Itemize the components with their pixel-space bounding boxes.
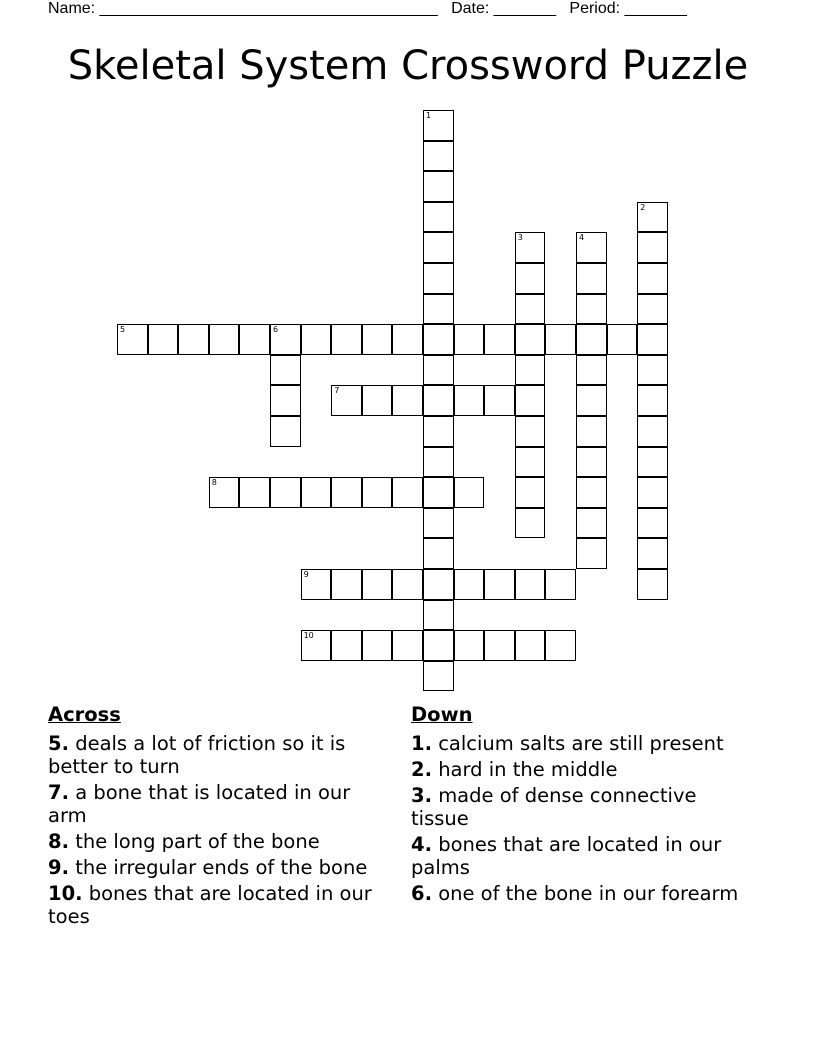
grid-cell[interactable]	[576, 538, 607, 569]
cell-number: 6	[273, 325, 279, 335]
grid-cell[interactable]	[545, 630, 576, 661]
across-clues	[48, 703, 383, 931]
clue-number: 2.	[411, 758, 432, 781]
grid-cell[interactable]	[362, 324, 393, 355]
grid-cell[interactable]	[270, 416, 301, 447]
grid-cell[interactable]	[423, 263, 454, 294]
grid-cell[interactable]	[637, 263, 668, 294]
grid-cell[interactable]	[515, 355, 546, 386]
grid-cell[interactable]	[454, 630, 485, 661]
grid-cell[interactable]	[301, 630, 332, 661]
grid-cell[interactable]	[301, 324, 332, 355]
grid-cell[interactable]	[117, 324, 148, 355]
grid-cell[interactable]	[454, 477, 485, 508]
page-title: Skeletal System Crossword Puzzle	[67, 43, 749, 89]
down-heading: Down	[411, 703, 473, 726]
grid-cell[interactable]	[637, 355, 668, 386]
grid-cell[interactable]	[637, 232, 668, 263]
grid-cell[interactable]	[576, 508, 607, 539]
grid-cell[interactable]	[239, 477, 270, 508]
grid-cell[interactable]	[423, 232, 454, 263]
across-clue-8	[48, 830, 383, 853]
grid-cell[interactable]	[178, 324, 209, 355]
cell-number: 1	[426, 111, 432, 120]
clue-number: 9.	[48, 856, 69, 879]
grid-cell[interactable]	[423, 385, 454, 416]
down-clue-4	[411, 833, 741, 879]
grid-cell[interactable]	[392, 569, 423, 600]
grid-cell[interactable]	[545, 324, 576, 355]
grid-cell[interactable]	[392, 385, 423, 416]
grid-cell[interactable]	[515, 508, 546, 539]
grid-cell[interactable]	[484, 569, 515, 600]
grid-cell[interactable]	[607, 324, 638, 355]
grid-cell[interactable]	[515, 385, 546, 416]
grid-cell[interactable]	[484, 324, 515, 355]
clue-number: 10.	[48, 882, 83, 905]
grid-cell[interactable]	[423, 355, 454, 386]
grid-cell[interactable]	[515, 447, 546, 478]
grid-cell[interactable]	[423, 569, 454, 600]
grid-cell[interactable]	[515, 263, 546, 294]
grid-cell[interactable]	[331, 630, 362, 661]
grid-cell[interactable]	[576, 294, 607, 325]
grid-cell[interactable]	[637, 508, 668, 539]
grid-cell[interactable]	[515, 630, 546, 661]
grid-cell[interactable]	[331, 569, 362, 600]
grid-cell[interactable]	[331, 324, 362, 355]
grid-cell[interactable]	[423, 630, 454, 661]
clue-number: 3.	[411, 784, 432, 807]
cell-number: 5	[120, 325, 126, 335]
grid-cell[interactable]	[576, 416, 607, 447]
grid-cell[interactable]	[362, 385, 393, 416]
cell-number: 8	[211, 478, 217, 488]
grid-cell[interactable]	[423, 447, 454, 478]
grid-cell[interactable]	[423, 661, 454, 692]
clue-number: 4.	[411, 833, 432, 856]
grid-cell[interactable]	[331, 385, 362, 416]
grid-cell[interactable]	[637, 447, 668, 478]
grid-cell[interactable]	[576, 477, 607, 508]
grid-cell[interactable]	[484, 630, 515, 661]
cell-number: 9	[303, 570, 309, 579]
clue-number: 1.	[411, 732, 432, 755]
clue-number: 7.	[48, 781, 69, 804]
name-blank[interactable]: ______________________________________	[99, 0, 438, 17]
date-label: Date:	[451, 0, 490, 17]
grid-cell[interactable]	[301, 569, 332, 600]
clue-text: calcium salts are still present	[438, 732, 724, 755]
grid-cell[interactable]	[515, 294, 546, 325]
grid-cell[interactable]	[637, 324, 668, 355]
grid-cell[interactable]	[270, 385, 301, 416]
grid-cell[interactable]	[576, 447, 607, 478]
across-clue-10	[48, 882, 383, 928]
grid-cell[interactable]	[209, 324, 240, 355]
grid-cell[interactable]	[270, 477, 301, 508]
grid-cell[interactable]	[148, 324, 179, 355]
grid-cell[interactable]	[423, 202, 454, 233]
grid-cell[interactable]	[576, 232, 607, 263]
across-clue-5	[48, 732, 383, 778]
grid-cell[interactable]	[423, 508, 454, 539]
down-clue-1	[411, 732, 741, 755]
grid-cell[interactable]	[423, 600, 454, 631]
grid-cell[interactable]	[331, 477, 362, 508]
grid-cell[interactable]	[392, 630, 423, 661]
grid-cell[interactable]	[362, 630, 393, 661]
period-blank[interactable]: _______	[624, 0, 687, 17]
clue-number: 5.	[48, 732, 69, 755]
grid-cell[interactable]	[637, 294, 668, 325]
cell-number: 2	[640, 202, 646, 212]
grid-cell[interactable]	[576, 355, 607, 386]
cell-number: 10	[303, 631, 314, 641]
clue-text: the long part of the bone	[75, 830, 320, 853]
grid-cell[interactable]	[545, 569, 576, 600]
grid-cell[interactable]	[362, 477, 393, 508]
grid-cell[interactable]	[515, 569, 546, 600]
grid-cell[interactable]	[423, 110, 454, 141]
down-clues	[411, 703, 741, 908]
grid-cell[interactable]	[270, 324, 301, 355]
grid-cell[interactable]	[454, 324, 485, 355]
across-clue-9	[48, 856, 383, 879]
grid-cell[interactable]	[637, 569, 668, 600]
grid-cell[interactable]	[637, 202, 668, 233]
grid-cell[interactable]	[423, 171, 454, 202]
cell-number: 7	[334, 386, 340, 396]
grid-cell[interactable]	[392, 324, 423, 355]
clue-number: 6.	[411, 882, 432, 905]
grid-cell[interactable]	[239, 324, 270, 355]
grid-cell[interactable]	[423, 416, 454, 447]
down-clue-2	[411, 758, 741, 781]
grid-cell[interactable]	[362, 569, 393, 600]
grid-cell[interactable]	[454, 569, 485, 600]
down-clue-3	[411, 784, 741, 830]
grid-cell[interactable]	[637, 385, 668, 416]
grid-cell[interactable]	[423, 538, 454, 569]
across-heading: Across	[48, 703, 121, 726]
grid-cell[interactable]	[515, 477, 546, 508]
grid-cell[interactable]	[484, 385, 515, 416]
grid-cell[interactable]	[576, 385, 607, 416]
grid-cell[interactable]	[576, 263, 607, 294]
period-label: Period:	[569, 0, 621, 17]
clue-text: bones that are located in our toes	[48, 882, 372, 928]
cell-number: 3	[517, 233, 523, 243]
clue-text: bones that are located in our palms	[411, 833, 722, 879]
clue-text: one of the bone in our forearm	[438, 882, 739, 905]
grid-cell[interactable]	[637, 416, 668, 447]
grid-cell[interactable]	[209, 477, 240, 508]
clue-number: 8.	[48, 830, 69, 853]
grid-cell[interactable]	[423, 477, 454, 508]
grid-cell[interactable]	[454, 385, 485, 416]
name-label: Name:	[48, 0, 96, 17]
grid-cell[interactable]	[637, 538, 668, 569]
clue-text: hard in the middle	[438, 758, 618, 781]
across-clue-7	[48, 781, 383, 827]
date-blank[interactable]: _______	[493, 0, 557, 17]
cell-number: 4	[579, 233, 585, 243]
grid-cell[interactable]	[301, 477, 332, 508]
clue-text: deals a lot of friction so it is better to turn	[48, 732, 346, 778]
down-clue-6	[411, 882, 741, 905]
grid-cell[interactable]	[423, 294, 454, 325]
grid-cell[interactable]	[637, 477, 668, 508]
grid-cell[interactable]	[515, 324, 546, 355]
clue-text: made of dense connective tissue	[411, 784, 697, 830]
grid-cell[interactable]	[515, 416, 546, 447]
grid-cell[interactable]	[423, 324, 454, 355]
grid-cell[interactable]	[423, 141, 454, 172]
grid-cell[interactable]	[392, 477, 423, 508]
grid-cell[interactable]	[515, 232, 546, 263]
clue-text: the irregular ends of the bone	[75, 856, 368, 879]
grid-cell[interactable]	[576, 324, 607, 355]
clue-text: a bone that is located in our arm	[48, 781, 351, 827]
grid-cell[interactable]	[270, 355, 301, 386]
